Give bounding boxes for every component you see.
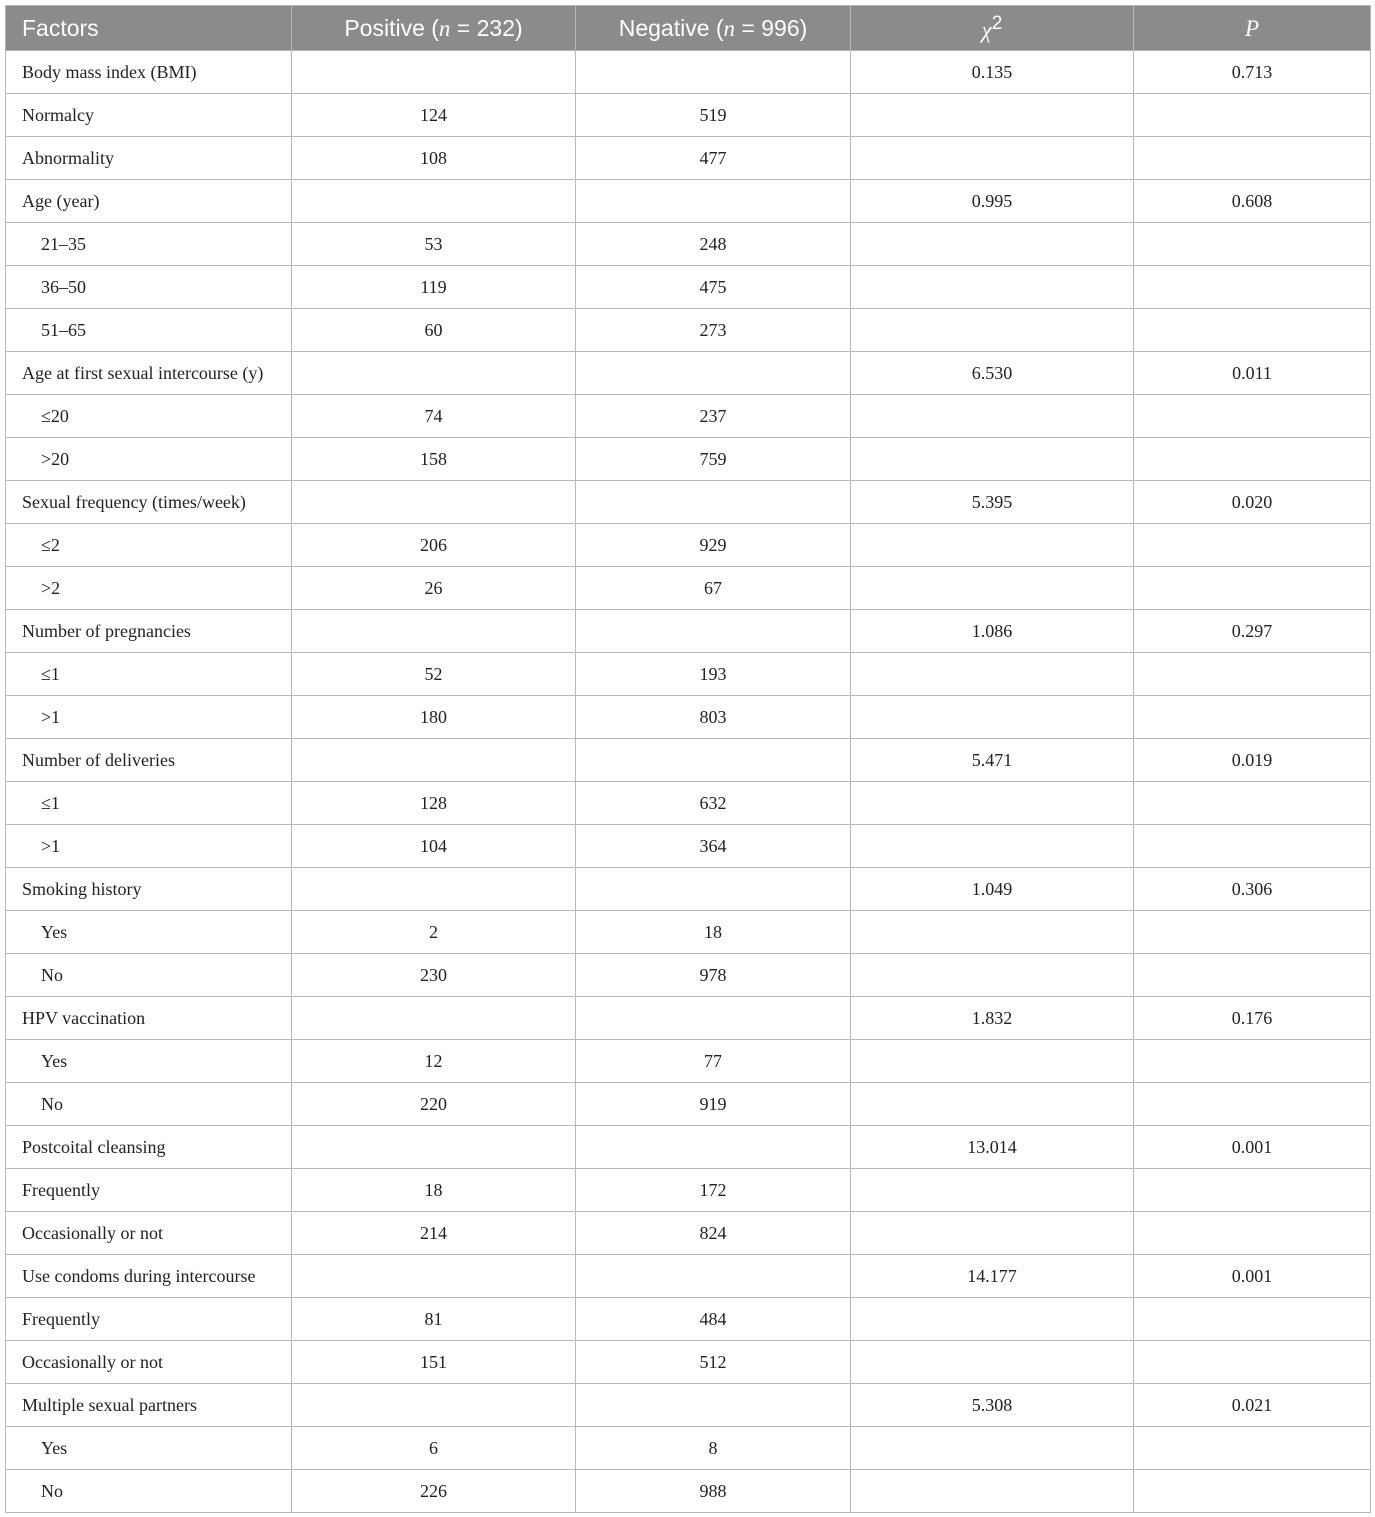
p-value bbox=[1134, 223, 1371, 266]
table-row bbox=[6, 782, 1371, 825]
chi-square-value bbox=[851, 653, 1134, 696]
chi-square-value bbox=[851, 1470, 1134, 1513]
table-row bbox=[6, 1040, 1371, 1083]
chi-square-value bbox=[851, 137, 1134, 180]
row-label: No bbox=[6, 1470, 292, 1513]
table-row bbox=[6, 1298, 1371, 1341]
positive-count bbox=[292, 180, 576, 223]
negative-count: 475 bbox=[576, 266, 851, 309]
table-row bbox=[6, 1384, 1371, 1427]
table-row bbox=[6, 395, 1371, 438]
positive-count bbox=[292, 997, 576, 1040]
p-value bbox=[1134, 137, 1371, 180]
header-negative-suffix: = 996) bbox=[735, 14, 808, 41]
chi-square-value bbox=[851, 1298, 1134, 1341]
chi-square-value: 14.177 bbox=[851, 1255, 1134, 1298]
negative-count bbox=[576, 1126, 851, 1169]
positive-count: 128 bbox=[292, 782, 576, 825]
chi-square-value: 0.135 bbox=[851, 51, 1134, 94]
chi-square-value: 0.995 bbox=[851, 180, 1134, 223]
positive-count: 151 bbox=[292, 1341, 576, 1384]
negative-count: 67 bbox=[576, 567, 851, 610]
chi-square-value bbox=[851, 438, 1134, 481]
row-label: Frequently bbox=[6, 1169, 292, 1212]
header-positive bbox=[292, 6, 576, 51]
table-row bbox=[6, 1470, 1371, 1513]
positive-count: 74 bbox=[292, 395, 576, 438]
p-value bbox=[1134, 567, 1371, 610]
table-row bbox=[6, 739, 1371, 782]
positive-count: 6 bbox=[292, 1427, 576, 1470]
p-value: 0.001 bbox=[1134, 1126, 1371, 1169]
p-value: 0.176 bbox=[1134, 997, 1371, 1040]
header-negative-n: n bbox=[723, 15, 736, 41]
p-value: 0.713 bbox=[1134, 51, 1371, 94]
row-label: Number of deliveries bbox=[6, 739, 292, 782]
p-value: 0.297 bbox=[1134, 610, 1371, 653]
negative-count bbox=[576, 739, 851, 782]
table-row bbox=[6, 954, 1371, 997]
chi-square-value bbox=[851, 1427, 1134, 1470]
chi-square-value bbox=[851, 1083, 1134, 1126]
positive-count: 104 bbox=[292, 825, 576, 868]
negative-count bbox=[576, 610, 851, 653]
p-value bbox=[1134, 825, 1371, 868]
table-row bbox=[6, 309, 1371, 352]
p-value bbox=[1134, 94, 1371, 137]
header-factors: Factors bbox=[6, 6, 292, 51]
p-value bbox=[1134, 653, 1371, 696]
negative-count: 77 bbox=[576, 1040, 851, 1083]
negative-count bbox=[576, 481, 851, 524]
chi-square-value bbox=[851, 524, 1134, 567]
table-row bbox=[6, 1255, 1371, 1298]
positive-count: 2 bbox=[292, 911, 576, 954]
row-label: Yes bbox=[6, 1427, 292, 1470]
positive-count: 220 bbox=[292, 1083, 576, 1126]
row-label: Abnormality bbox=[6, 137, 292, 180]
positive-count: 226 bbox=[292, 1470, 576, 1513]
table-row bbox=[6, 438, 1371, 481]
positive-count: 26 bbox=[292, 567, 576, 610]
table-row bbox=[6, 481, 1371, 524]
positive-count: 206 bbox=[292, 524, 576, 567]
negative-count: 929 bbox=[576, 524, 851, 567]
negative-count bbox=[576, 180, 851, 223]
table-row bbox=[6, 180, 1371, 223]
p-value bbox=[1134, 1083, 1371, 1126]
negative-count bbox=[576, 997, 851, 1040]
p-value bbox=[1134, 1470, 1371, 1513]
table-row bbox=[6, 524, 1371, 567]
chi-square-value bbox=[851, 1341, 1134, 1384]
negative-count: 18 bbox=[576, 911, 851, 954]
chi-square-value bbox=[851, 1212, 1134, 1255]
risk-factors-table bbox=[5, 5, 1371, 1513]
p-value bbox=[1134, 524, 1371, 567]
row-label: 51–65 bbox=[6, 309, 292, 352]
row-label: >1 bbox=[6, 825, 292, 868]
chi-square-value: 5.308 bbox=[851, 1384, 1134, 1427]
row-label: Use condoms during intercourse bbox=[6, 1255, 292, 1298]
positive-count: 108 bbox=[292, 137, 576, 180]
negative-count bbox=[576, 868, 851, 911]
positive-count: 53 bbox=[292, 223, 576, 266]
header-chi-exponent: 2 bbox=[991, 12, 1003, 34]
negative-count: 632 bbox=[576, 782, 851, 825]
p-value: 0.001 bbox=[1134, 1255, 1371, 1298]
row-label: Yes bbox=[6, 1040, 292, 1083]
positive-count: 158 bbox=[292, 438, 576, 481]
positive-count: 119 bbox=[292, 266, 576, 309]
chi-square-value: 13.014 bbox=[851, 1126, 1134, 1169]
header-negative bbox=[576, 6, 851, 51]
chi-square-value: 6.530 bbox=[851, 352, 1134, 395]
header-positive-suffix: = 232) bbox=[450, 14, 523, 41]
row-label: Smoking history bbox=[6, 868, 292, 911]
table-row bbox=[6, 868, 1371, 911]
table-row bbox=[6, 94, 1371, 137]
chi-square-value bbox=[851, 567, 1134, 610]
negative-count bbox=[576, 51, 851, 94]
positive-count bbox=[292, 1384, 576, 1427]
table-row bbox=[6, 51, 1371, 94]
positive-count: 124 bbox=[292, 94, 576, 137]
p-value bbox=[1134, 954, 1371, 997]
p-value: 0.019 bbox=[1134, 739, 1371, 782]
table-row bbox=[6, 911, 1371, 954]
negative-count bbox=[576, 1384, 851, 1427]
chi-square-value bbox=[851, 223, 1134, 266]
p-value: 0.306 bbox=[1134, 868, 1371, 911]
positive-count bbox=[292, 868, 576, 911]
row-label: No bbox=[6, 954, 292, 997]
row-label: Yes bbox=[6, 911, 292, 954]
table-row bbox=[6, 610, 1371, 653]
table-row bbox=[6, 223, 1371, 266]
row-label: >2 bbox=[6, 567, 292, 610]
p-value bbox=[1134, 696, 1371, 739]
negative-count: 512 bbox=[576, 1341, 851, 1384]
positive-count bbox=[292, 352, 576, 395]
negative-count: 988 bbox=[576, 1470, 851, 1513]
row-label: Frequently bbox=[6, 1298, 292, 1341]
header-p-symbol: P bbox=[1244, 15, 1260, 41]
row-label: >1 bbox=[6, 696, 292, 739]
chi-square-value: 1.049 bbox=[851, 868, 1134, 911]
header-row bbox=[6, 6, 1371, 51]
p-value bbox=[1134, 309, 1371, 352]
header-negative-prefix: Negative ( bbox=[618, 14, 724, 41]
negative-count: 803 bbox=[576, 696, 851, 739]
negative-count: 919 bbox=[576, 1083, 851, 1126]
table-row bbox=[6, 1212, 1371, 1255]
negative-count bbox=[576, 352, 851, 395]
positive-count: 52 bbox=[292, 653, 576, 696]
negative-count bbox=[576, 1255, 851, 1298]
table-row bbox=[6, 825, 1371, 868]
p-value bbox=[1134, 1427, 1371, 1470]
table-row bbox=[6, 1169, 1371, 1212]
p-value: 0.011 bbox=[1134, 352, 1371, 395]
positive-count: 214 bbox=[292, 1212, 576, 1255]
row-label: Number of pregnancies bbox=[6, 610, 292, 653]
negative-count: 237 bbox=[576, 395, 851, 438]
p-value bbox=[1134, 395, 1371, 438]
header-chi-square bbox=[851, 6, 1134, 51]
chi-square-value: 5.471 bbox=[851, 739, 1134, 782]
row-label: Normalcy bbox=[6, 94, 292, 137]
negative-count: 364 bbox=[576, 825, 851, 868]
negative-count: 172 bbox=[576, 1169, 851, 1212]
positive-count: 180 bbox=[292, 696, 576, 739]
p-value bbox=[1134, 782, 1371, 825]
p-value bbox=[1134, 266, 1371, 309]
p-value bbox=[1134, 438, 1371, 481]
positive-count: 230 bbox=[292, 954, 576, 997]
header-positive-n: n bbox=[438, 15, 451, 41]
row-label: Sexual frequency (times/week) bbox=[6, 481, 292, 524]
table-row bbox=[6, 567, 1371, 610]
negative-count: 759 bbox=[576, 438, 851, 481]
table-row bbox=[6, 266, 1371, 309]
negative-count: 248 bbox=[576, 223, 851, 266]
positive-count: 12 bbox=[292, 1040, 576, 1083]
p-value bbox=[1134, 1341, 1371, 1384]
table-row bbox=[6, 997, 1371, 1040]
positive-count bbox=[292, 1255, 576, 1298]
p-value bbox=[1134, 1212, 1371, 1255]
chi-square-value bbox=[851, 911, 1134, 954]
chi-square-value bbox=[851, 1040, 1134, 1083]
positive-count bbox=[292, 1126, 576, 1169]
chi-square-value bbox=[851, 94, 1134, 137]
chi-square-value bbox=[851, 395, 1134, 438]
chi-square-value bbox=[851, 954, 1134, 997]
p-value: 0.021 bbox=[1134, 1384, 1371, 1427]
row-label: Age (year) bbox=[6, 180, 292, 223]
positive-count bbox=[292, 610, 576, 653]
negative-count: 978 bbox=[576, 954, 851, 997]
p-value bbox=[1134, 1169, 1371, 1212]
row-label: 36–50 bbox=[6, 266, 292, 309]
chi-square-value bbox=[851, 266, 1134, 309]
row-label: Occasionally or not bbox=[6, 1341, 292, 1384]
positive-count: 18 bbox=[292, 1169, 576, 1212]
negative-count: 484 bbox=[576, 1298, 851, 1341]
p-value: 0.608 bbox=[1134, 180, 1371, 223]
table-row bbox=[6, 352, 1371, 395]
chi-square-value: 5.395 bbox=[851, 481, 1134, 524]
header-positive-prefix: Positive ( bbox=[344, 14, 439, 41]
positive-count bbox=[292, 739, 576, 782]
positive-count: 81 bbox=[292, 1298, 576, 1341]
negative-count: 824 bbox=[576, 1212, 851, 1255]
chi-square-value: 1.086 bbox=[851, 610, 1134, 653]
p-value bbox=[1134, 1298, 1371, 1341]
row-label: ≤1 bbox=[6, 653, 292, 696]
row-label: Multiple sexual partners bbox=[6, 1384, 292, 1427]
header-chi-symbol: χ bbox=[981, 17, 992, 43]
table-row bbox=[6, 1083, 1371, 1126]
table-row bbox=[6, 137, 1371, 180]
row-label: No bbox=[6, 1083, 292, 1126]
row-label: ≤20 bbox=[6, 395, 292, 438]
table-body bbox=[6, 51, 1371, 1513]
p-value bbox=[1134, 1040, 1371, 1083]
positive-count bbox=[292, 51, 576, 94]
p-value bbox=[1134, 911, 1371, 954]
negative-count: 519 bbox=[576, 94, 851, 137]
negative-count: 477 bbox=[576, 137, 851, 180]
table-row bbox=[6, 1126, 1371, 1169]
row-label: ≤1 bbox=[6, 782, 292, 825]
table-row bbox=[6, 696, 1371, 739]
chi-square-value bbox=[851, 696, 1134, 739]
row-label: HPV vaccination bbox=[6, 997, 292, 1040]
row-label: Body mass index (BMI) bbox=[6, 51, 292, 94]
row-label: 21–35 bbox=[6, 223, 292, 266]
positive-count bbox=[292, 481, 576, 524]
positive-count: 60 bbox=[292, 309, 576, 352]
row-label: >20 bbox=[6, 438, 292, 481]
p-value: 0.020 bbox=[1134, 481, 1371, 524]
negative-count: 8 bbox=[576, 1427, 851, 1470]
negative-count: 273 bbox=[576, 309, 851, 352]
negative-count: 193 bbox=[576, 653, 851, 696]
row-label: Postcoital cleansing bbox=[6, 1126, 292, 1169]
chi-square-value bbox=[851, 782, 1134, 825]
table-row bbox=[6, 1427, 1371, 1470]
row-label: Age at first sexual intercourse (y) bbox=[6, 352, 292, 395]
table-row bbox=[6, 653, 1371, 696]
table-row bbox=[6, 1341, 1371, 1384]
chi-square-value: 1.832 bbox=[851, 997, 1134, 1040]
chi-square-value bbox=[851, 1169, 1134, 1212]
chi-square-value bbox=[851, 825, 1134, 868]
row-label: Occasionally or not bbox=[6, 1212, 292, 1255]
row-label: ≤2 bbox=[6, 524, 292, 567]
chi-square-value bbox=[851, 309, 1134, 352]
table-header bbox=[6, 6, 1371, 51]
header-p-value bbox=[1134, 6, 1371, 51]
